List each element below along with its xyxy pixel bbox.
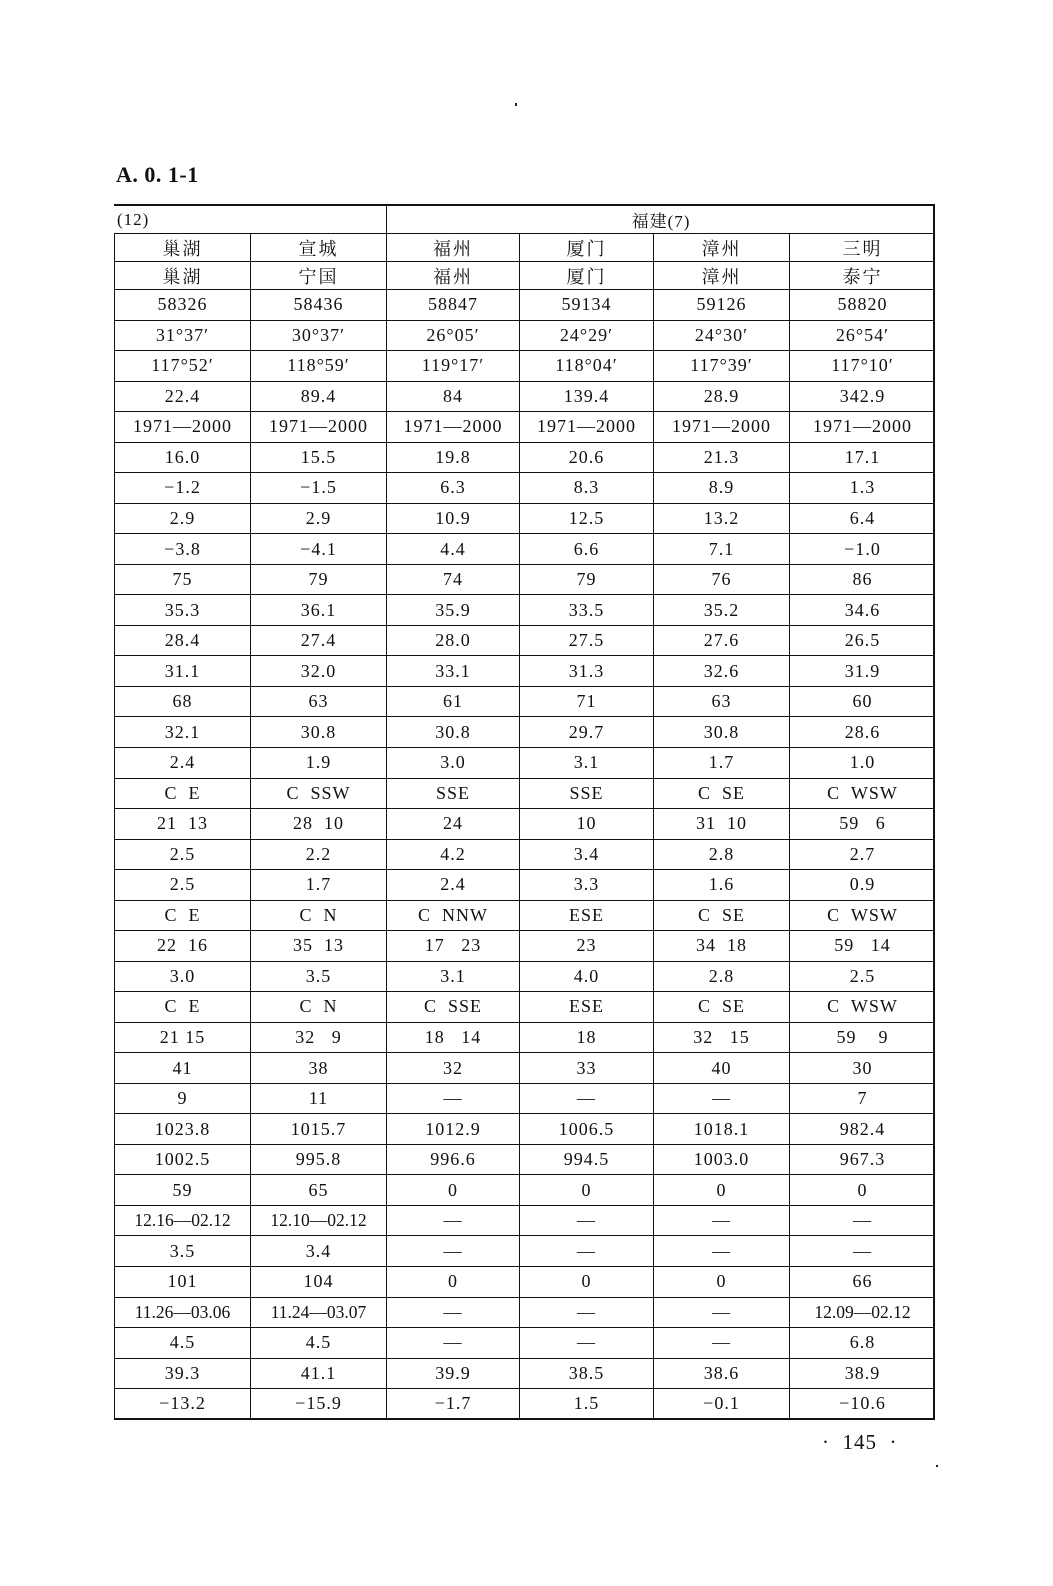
table-cell: 1.3	[790, 473, 935, 504]
table-cell: —	[520, 1206, 654, 1237]
table-title: A. 0. 1-1	[116, 162, 199, 187]
table-cell: 1012.9	[387, 1114, 520, 1145]
table-cell: 0	[387, 1267, 520, 1298]
table-cell: 2.4	[387, 870, 520, 901]
table-cell: 29.7	[520, 717, 654, 748]
table-cell: 6.6	[520, 534, 654, 565]
table-cell: 30	[790, 1053, 935, 1084]
table-cell: 3.4	[520, 840, 654, 871]
table-cell: 86	[790, 565, 935, 596]
table-cell: 32	[387, 1053, 520, 1084]
table-cell: 2.8	[654, 840, 790, 871]
table-cell: C E	[114, 901, 251, 932]
table-cell: 35.9	[387, 595, 520, 626]
table-cell: 59126	[654, 290, 790, 321]
table-cell: 28 10	[251, 809, 387, 840]
table-cell: 7	[790, 1084, 935, 1115]
table-cell: 996.6	[387, 1145, 520, 1176]
table-cell: 41	[114, 1053, 251, 1084]
city-header: 巢湖	[114, 234, 251, 262]
table-cell: 84	[387, 382, 520, 413]
table-cell: —	[790, 1236, 935, 1267]
table-cell: 38.9	[790, 1359, 935, 1390]
table-cell: 1018.1	[654, 1114, 790, 1145]
table-cell: −1.5	[251, 473, 387, 504]
table-cell: 8.3	[520, 473, 654, 504]
table-cell: 31.1	[114, 656, 251, 687]
table-cell: C E	[114, 992, 251, 1023]
table-cell: 12.16—02.12	[114, 1206, 251, 1237]
station-header: 巢湖	[114, 262, 251, 290]
table-cell: 24°30′	[654, 321, 790, 352]
table-cell: 36.1	[251, 595, 387, 626]
table-cell: 11	[251, 1084, 387, 1115]
table-cell: 1971—2000	[654, 412, 790, 443]
table-cell: 7.1	[654, 534, 790, 565]
table-cell: 79	[520, 565, 654, 596]
table-cell: 12.10—02.12	[251, 1206, 387, 1237]
table-cell: 39.9	[387, 1359, 520, 1390]
table-cell: 71	[520, 687, 654, 718]
table-cell: —	[654, 1328, 790, 1359]
table-cell: 4.2	[387, 840, 520, 871]
city-header: 宣城	[251, 234, 387, 262]
table-cell: −1.0	[790, 534, 935, 565]
table-cell: 59 6	[790, 809, 935, 840]
table-cell: 3.1	[387, 962, 520, 993]
station-header: 厦门	[520, 262, 654, 290]
table-cell: 995.8	[251, 1145, 387, 1176]
table-cell: 35 13	[251, 931, 387, 962]
table-cell: 79	[251, 565, 387, 596]
table-cell: 68	[114, 687, 251, 718]
table-cell: 26°05′	[387, 321, 520, 352]
station-header: 漳州	[654, 262, 790, 290]
table-cell: 1971—2000	[114, 412, 251, 443]
table-cell: 1.0	[790, 748, 935, 779]
table-cell: 12.5	[520, 504, 654, 535]
table-cell: 17 23	[387, 931, 520, 962]
table-cell: 21.3	[654, 443, 790, 474]
table-cell: 33.1	[387, 656, 520, 687]
table-cell: 1.7	[654, 748, 790, 779]
table-cell: 10	[520, 809, 654, 840]
table-cell: 40	[654, 1053, 790, 1084]
table-cell: 10.9	[387, 504, 520, 535]
table-cell: −1.2	[114, 473, 251, 504]
table-cell: —	[387, 1236, 520, 1267]
table-cell: 30.8	[251, 717, 387, 748]
table-cell: 38.5	[520, 1359, 654, 1390]
table-cell: C E	[114, 779, 251, 810]
table-cell: 1971—2000	[251, 412, 387, 443]
table-cell: C SSW	[251, 779, 387, 810]
table-cell: 38.6	[654, 1359, 790, 1390]
table-cell: 20.6	[520, 443, 654, 474]
table-cell: 2.9	[251, 504, 387, 535]
table-cell: 31.3	[520, 656, 654, 687]
table-cell: 41.1	[251, 1359, 387, 1390]
table-cell: 32 15	[654, 1023, 790, 1054]
table-cell: ESE	[520, 992, 654, 1023]
table-cell: 58326	[114, 290, 251, 321]
table-cell: 118°04′	[520, 351, 654, 382]
table-cell: ESE	[520, 901, 654, 932]
table-cell: 74	[387, 565, 520, 596]
table-cell: —	[387, 1084, 520, 1115]
climate-data-table	[114, 204, 935, 1420]
table-cell: 4.4	[387, 534, 520, 565]
table-cell: 17.1	[790, 443, 935, 474]
table-cell: 58436	[251, 290, 387, 321]
table-cell: 63	[654, 687, 790, 718]
table-cell: 0	[654, 1267, 790, 1298]
table-cell: 33	[520, 1053, 654, 1084]
table-cell: 1971—2000	[790, 412, 935, 443]
table-cell: 28.4	[114, 626, 251, 657]
table-cell: 35.2	[654, 595, 790, 626]
table-cell: −15.9	[251, 1389, 387, 1420]
table-cell: 982.4	[790, 1114, 935, 1145]
table-cell: 9	[114, 1084, 251, 1115]
table-cell: 26°54′	[790, 321, 935, 352]
table-cell: 58847	[387, 290, 520, 321]
group-header-left: (12)	[114, 206, 387, 234]
table-cell: 1003.0	[654, 1145, 790, 1176]
table-cell: 21 13	[114, 809, 251, 840]
table-cell: 3.5	[114, 1236, 251, 1267]
table-cell: 11.24—03.07	[251, 1298, 387, 1329]
table-cell: 994.5	[520, 1145, 654, 1176]
station-header: 福州	[387, 262, 520, 290]
table-cell: 0	[387, 1175, 520, 1206]
table-cell: 32 9	[251, 1023, 387, 1054]
table-cell: 2.5	[114, 840, 251, 871]
table-cell: C N	[251, 992, 387, 1023]
table-cell: C WSW	[790, 901, 935, 932]
table-cell: 38	[251, 1053, 387, 1084]
table-cell: 22.4	[114, 382, 251, 413]
table-cell: C N	[251, 901, 387, 932]
page-number: · 145 ·	[822, 1430, 898, 1454]
table-cell: 0	[520, 1267, 654, 1298]
table-cell: 34 18	[654, 931, 790, 962]
table-cell: —	[387, 1206, 520, 1237]
group-header-fujian: 福建(7)	[387, 206, 935, 234]
table-cell: —	[654, 1206, 790, 1237]
table-cell: 32.6	[654, 656, 790, 687]
table-cell: —	[790, 1206, 935, 1237]
table-cell: 6.3	[387, 473, 520, 504]
table-cell: 1.7	[251, 870, 387, 901]
table-cell: 3.0	[114, 962, 251, 993]
table-cell: 101	[114, 1267, 251, 1298]
table-cell: 4.5	[114, 1328, 251, 1359]
table-cell: 15.5	[251, 443, 387, 474]
table-cell: 23	[520, 931, 654, 962]
table-cell: 0	[520, 1175, 654, 1206]
table-cell: 31.9	[790, 656, 935, 687]
table-cell: 28.9	[654, 382, 790, 413]
table-cell: 117°10′	[790, 351, 935, 382]
table-cell: 1.6	[654, 870, 790, 901]
table-cell: 59 9	[790, 1023, 935, 1054]
table-cell: 66	[790, 1267, 935, 1298]
table-cell: —	[520, 1298, 654, 1329]
table-cell: 11.26—03.06	[114, 1298, 251, 1329]
table-cell: C SSE	[387, 992, 520, 1023]
table-cell: 1.5	[520, 1389, 654, 1420]
table-cell: C WSW	[790, 992, 935, 1023]
table-cell: 3.1	[520, 748, 654, 779]
table-cell: —	[654, 1084, 790, 1115]
table-cell: C NNW	[387, 901, 520, 932]
scan-speck	[936, 1465, 938, 1467]
table-cell: 3.3	[520, 870, 654, 901]
table-cell: 76	[654, 565, 790, 596]
table-cell: 59134	[520, 290, 654, 321]
table-cell: 30.8	[654, 717, 790, 748]
table-cell: 118°59′	[251, 351, 387, 382]
table-cell: 89.4	[251, 382, 387, 413]
table-cell: 342.9	[790, 382, 935, 413]
table-cell: 21 15	[114, 1023, 251, 1054]
table-cell: 1023.8	[114, 1114, 251, 1145]
table-cell: 2.5	[790, 962, 935, 993]
table-cell: 12.09—02.12	[790, 1298, 935, 1329]
table-cell: 28.0	[387, 626, 520, 657]
table-cell: 1015.7	[251, 1114, 387, 1145]
table-cell: 31°37′	[114, 321, 251, 352]
station-header: 宁国	[251, 262, 387, 290]
table-cell: 6.4	[790, 504, 935, 535]
table-cell: C WSW	[790, 779, 935, 810]
table-cell: C SE	[654, 901, 790, 932]
table-cell: 32.1	[114, 717, 251, 748]
table-cell: 63	[251, 687, 387, 718]
table-cell: —	[520, 1084, 654, 1115]
table-cell: 33.5	[520, 595, 654, 626]
city-header: 厦门	[520, 234, 654, 262]
table-cell: 6.8	[790, 1328, 935, 1359]
table-cell: 24°29′	[520, 321, 654, 352]
table-cell: 18 14	[387, 1023, 520, 1054]
table-cell: —	[654, 1298, 790, 1329]
table-cell: 2.5	[114, 870, 251, 901]
table-cell: 27.5	[520, 626, 654, 657]
table-cell: 58820	[790, 290, 935, 321]
table-cell: 0.9	[790, 870, 935, 901]
table-cell: 59	[114, 1175, 251, 1206]
table-cell: 117°52′	[114, 351, 251, 382]
table-cell: 119°17′	[387, 351, 520, 382]
table-cell: 0	[790, 1175, 935, 1206]
table-cell: 24	[387, 809, 520, 840]
table-cell: 2.2	[251, 840, 387, 871]
table-cell: 0	[654, 1175, 790, 1206]
table-cell: −0.1	[654, 1389, 790, 1420]
table-cell: 4.0	[520, 962, 654, 993]
table-cell: 3.0	[387, 748, 520, 779]
city-header: 三明	[790, 234, 935, 262]
table-cell: 75	[114, 565, 251, 596]
table-cell: SSE	[387, 779, 520, 810]
table-cell: 27.6	[654, 626, 790, 657]
table-cell: 28.6	[790, 717, 935, 748]
table-cell: −10.6	[790, 1389, 935, 1420]
table-cell: 117°39′	[654, 351, 790, 382]
table-cell: —	[520, 1236, 654, 1267]
scan-speck	[515, 103, 517, 106]
table-cell: 30°37′	[251, 321, 387, 352]
table-cell: 2.4	[114, 748, 251, 779]
table-cell: 61	[387, 687, 520, 718]
table-cell: 59 14	[790, 931, 935, 962]
table-cell: 3.5	[251, 962, 387, 993]
table-cell: 18	[520, 1023, 654, 1054]
table-cell: 26.5	[790, 626, 935, 657]
table-cell: 39.3	[114, 1359, 251, 1390]
table-cell: —	[654, 1236, 790, 1267]
table-cell: 19.8	[387, 443, 520, 474]
table-cell: 35.3	[114, 595, 251, 626]
table-cell: 3.4	[251, 1236, 387, 1267]
table-cell: 2.7	[790, 840, 935, 871]
table-cell: 104	[251, 1267, 387, 1298]
table-cell: —	[387, 1328, 520, 1359]
table-cell: 16.0	[114, 443, 251, 474]
city-header: 漳州	[654, 234, 790, 262]
table-cell: 1006.5	[520, 1114, 654, 1145]
table-cell: 32.0	[251, 656, 387, 687]
table-cell: C SE	[654, 992, 790, 1023]
table-cell: 1.9	[251, 748, 387, 779]
table-cell: 34.6	[790, 595, 935, 626]
table-cell: −13.2	[114, 1389, 251, 1420]
table-cell: −1.7	[387, 1389, 520, 1420]
table-cell: 967.3	[790, 1145, 935, 1176]
table-cell: −3.8	[114, 534, 251, 565]
table-cell: —	[520, 1328, 654, 1359]
table-cell: 1971—2000	[520, 412, 654, 443]
table-cell: 1971—2000	[387, 412, 520, 443]
table-cell: 31 10	[654, 809, 790, 840]
table-cell: 1002.5	[114, 1145, 251, 1176]
station-header: 泰宁	[790, 262, 935, 290]
table-cell: 13.2	[654, 504, 790, 535]
table-cell: 2.8	[654, 962, 790, 993]
table-cell: 4.5	[251, 1328, 387, 1359]
table-cell: 2.9	[114, 504, 251, 535]
table-cell: C SE	[654, 779, 790, 810]
table-cell: 8.9	[654, 473, 790, 504]
table-cell: 27.4	[251, 626, 387, 657]
table-cell: —	[387, 1298, 520, 1329]
table-cell: 22 16	[114, 931, 251, 962]
table-cell: 65	[251, 1175, 387, 1206]
table-cell: 60	[790, 687, 935, 718]
table-cell: 30.8	[387, 717, 520, 748]
table-cell: SSE	[520, 779, 654, 810]
table-cell: 139.4	[520, 382, 654, 413]
city-header: 福州	[387, 234, 520, 262]
table-cell: −4.1	[251, 534, 387, 565]
